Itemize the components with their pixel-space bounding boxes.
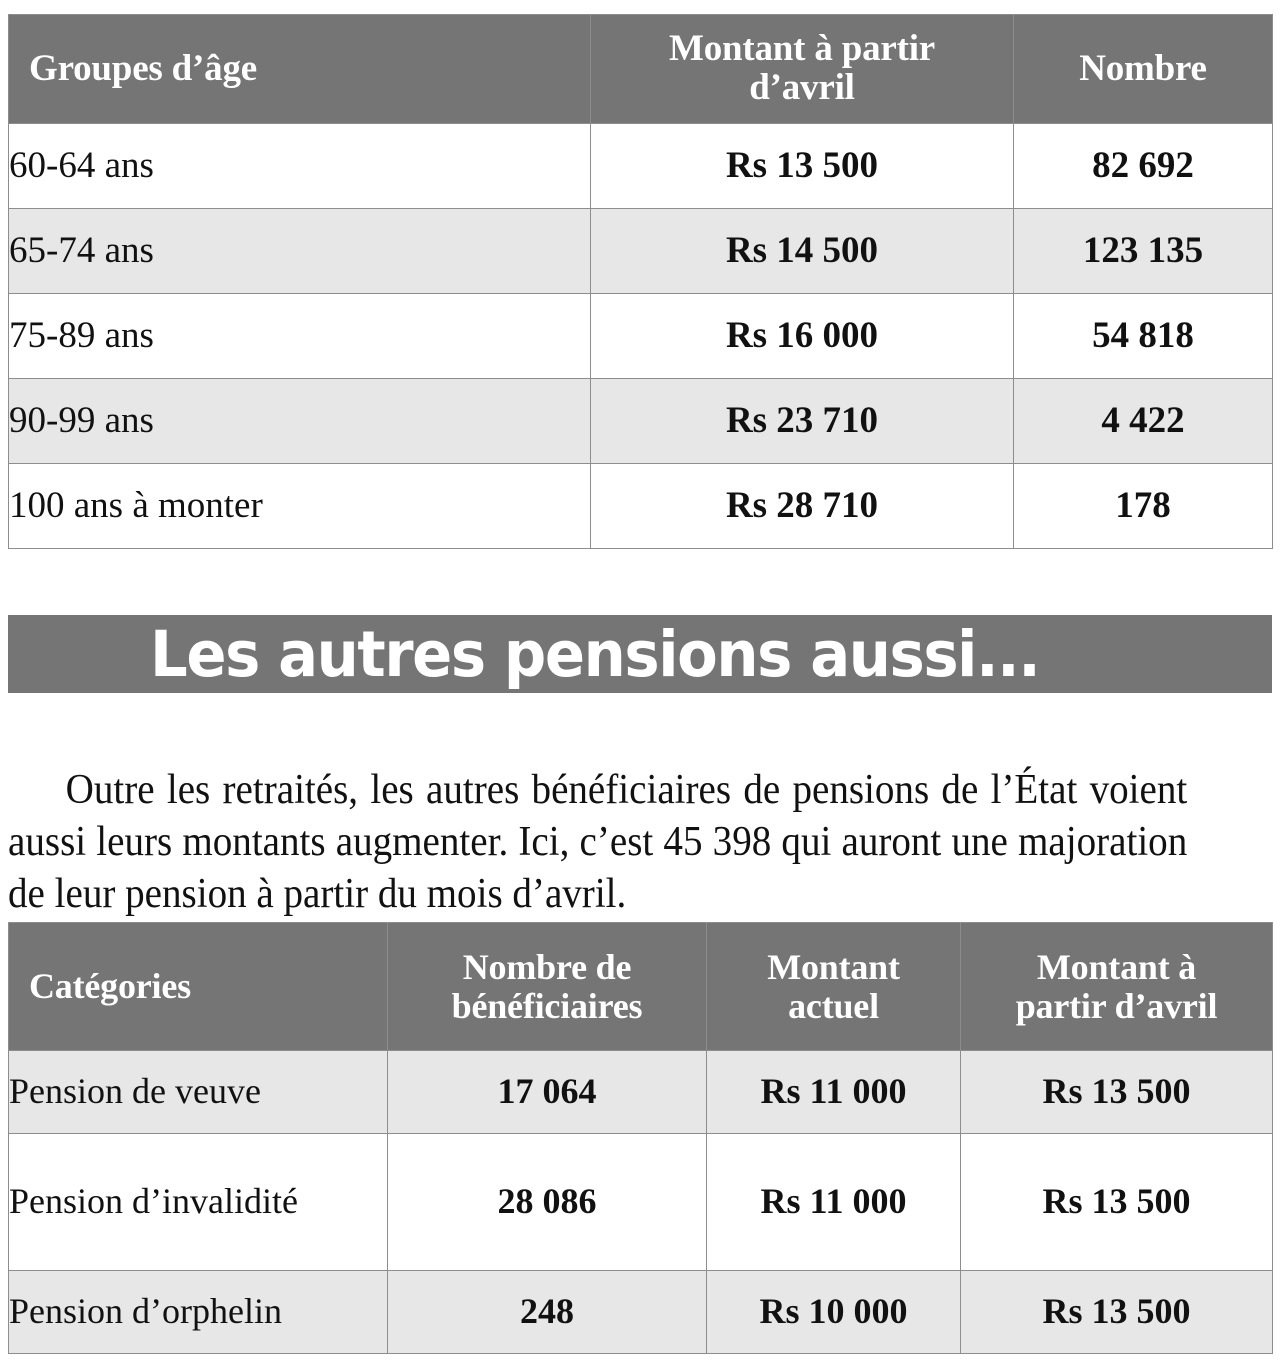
table-row: [9, 1134, 1273, 1271]
table-row: [9, 1271, 1273, 1354]
column-header-future-amount: [961, 923, 1273, 1051]
cell-amount: Rs 16 000: [591, 294, 1014, 379]
cell-count: 54 818: [1014, 294, 1273, 379]
cell-age-group: 90-99 ans: [9, 379, 591, 464]
table-row: [9, 1051, 1273, 1134]
cell-age-group: 75-89 ans: [9, 294, 591, 379]
table1-header-row: [9, 15, 1273, 124]
table-row: [9, 294, 1273, 379]
column-header-age-group: Groupes d’âge: [9, 15, 591, 124]
table1-body: [9, 124, 1273, 549]
table-row: [9, 124, 1273, 209]
table-row: [9, 209, 1273, 294]
pensions-by-age-table: [8, 14, 1273, 549]
cell-age-group: 60-64 ans: [9, 124, 591, 209]
cell-age-group: 65-74 ans: [9, 209, 591, 294]
cell-current-amount: Rs 11 000: [707, 1051, 961, 1134]
column-header-current-amount-line1: Montant: [767, 947, 900, 988]
cell-category: Pension d’invalidité: [9, 1134, 388, 1271]
column-header-amount-line1: Montant à partir: [668, 28, 936, 69]
cell-age-group: 100 ans à monter: [9, 464, 591, 549]
table2-header-row: [9, 923, 1273, 1051]
cell-count: 4 422: [1014, 379, 1273, 464]
cell-amount: Rs 13 500: [591, 124, 1014, 209]
cell-future-amount: Rs 13 500: [961, 1051, 1273, 1134]
column-header-future-amount-line2: partir d’avril: [1015, 985, 1218, 1026]
cell-amount: Rs 28 710: [591, 464, 1014, 549]
cell-beneficiaries: 28 086: [388, 1134, 707, 1271]
section-banner: [8, 615, 1272, 693]
cell-future-amount: Rs 13 500: [961, 1134, 1273, 1271]
cell-beneficiaries: 17 064: [388, 1051, 707, 1134]
cell-current-amount: Rs 10 000: [707, 1271, 961, 1354]
column-header-beneficiaries-line2: bénéficiaires: [451, 985, 643, 1026]
cell-beneficiaries: 248: [388, 1271, 707, 1354]
table-row: [9, 464, 1273, 549]
column-header-amount-from-april: [591, 15, 1014, 124]
intro-paragraph: Outre les retraités, les autres bénéficiaires de pensions de l’État voient aussi leurs montants augmenter. Ici, c’est 45 398 qui auront une majoration de leur pension à partir du mois d’avril.: [8, 767, 1188, 918]
column-header-categories: Catégories: [9, 923, 388, 1051]
column-header-number: Nombre: [1014, 15, 1273, 124]
cell-current-amount: Rs 11 000: [707, 1134, 961, 1271]
cell-count: 178: [1014, 464, 1273, 549]
cell-amount: Rs 14 500: [591, 209, 1014, 294]
column-header-beneficiaries: [388, 923, 707, 1051]
column-header-beneficiaries-line1: Nombre de: [462, 947, 632, 988]
column-header-future-amount-line1: Montant à: [1036, 947, 1197, 988]
cell-category: Pension d’orphelin: [9, 1271, 388, 1354]
column-header-current-amount: [707, 923, 961, 1051]
other-pensions-table: [8, 922, 1273, 1354]
cell-amount: Rs 23 710: [591, 379, 1014, 464]
cell-category: Pension de veuve: [9, 1051, 388, 1134]
cell-future-amount: Rs 13 500: [961, 1271, 1273, 1354]
column-header-amount-line2: d’avril: [749, 67, 855, 109]
cell-count: 82 692: [1014, 124, 1273, 209]
banner-title: Les autres pensions aussi...: [150, 617, 1040, 691]
cell-count: 123 135: [1014, 209, 1273, 294]
column-header-current-amount-line2: actuel: [788, 985, 879, 1026]
table-row: [9, 379, 1273, 464]
table2-body: [9, 1051, 1273, 1354]
